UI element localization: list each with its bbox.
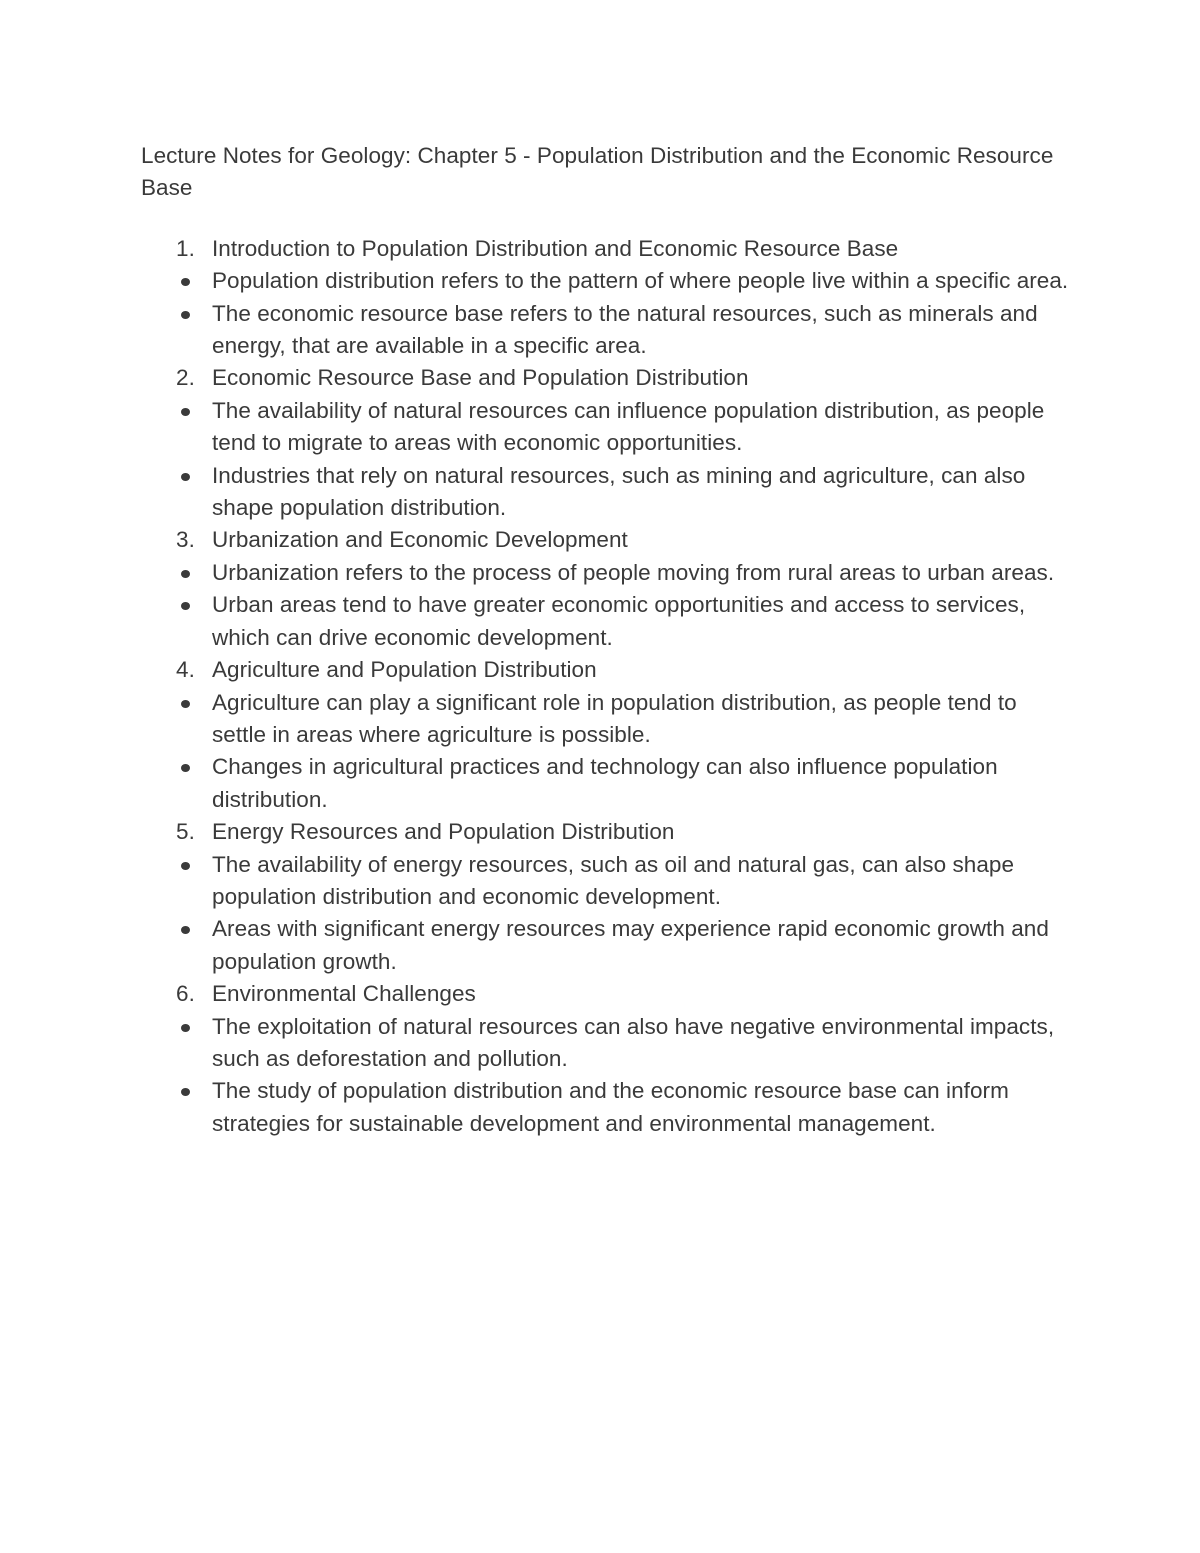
bullet-item xyxy=(141,1075,1071,1140)
bullet-text: Urban areas tend to have greater economic opportunities and access to services, which can drive economic development. xyxy=(212,592,1026,650)
section-heading xyxy=(141,362,1071,394)
bullet-text: The availability of energy resources, such as oil and natural gas, can also shape population distribution and economic development. xyxy=(212,851,1015,909)
section-heading-text: Agriculture and Population Distribution xyxy=(212,657,597,683)
bullet-text: The availability of natural resources can influence population distribution, as people tend to migrate to areas with economic opportunities. xyxy=(212,397,1045,456)
section-number: 1. xyxy=(176,235,195,261)
bullet-text: The exploitation of natural resources can also have negative environmental impacts, such as deforestation and pollution. xyxy=(212,1013,1055,1071)
document-body xyxy=(141,140,1071,1140)
section-heading xyxy=(141,654,1071,686)
section-heading xyxy=(141,524,1071,556)
bullet-dot-icon xyxy=(181,473,190,481)
bullet-dot-icon xyxy=(181,570,190,578)
bullet-item xyxy=(141,395,1071,460)
document-title: Lecture Notes for Geology: Chapter 5 - Population Distribution and the Economic Resource Base xyxy=(141,143,1054,201)
bullet-item xyxy=(141,687,1071,752)
bullet-dot-icon xyxy=(181,1088,190,1096)
section-number: 4. xyxy=(176,657,195,683)
section-heading-text: Environmental Challenges xyxy=(212,981,476,1007)
bullet-item xyxy=(141,265,1071,297)
section-heading-text: Energy Resources and Population Distribution xyxy=(212,819,675,845)
section-number: 2. xyxy=(176,365,195,391)
bullet-item xyxy=(141,298,1071,363)
section-number: 3. xyxy=(176,527,195,553)
bullet-dot-icon xyxy=(181,926,190,934)
bullet-text: Population distribution refers to the pattern of where people live within a specific area. xyxy=(212,268,1069,294)
bullet-text: The economic resource base refers to the natural resources, such as minerals and energy, that are available in a specific area. xyxy=(212,300,1038,359)
bullet-item xyxy=(141,849,1071,914)
bullet-item xyxy=(141,460,1071,525)
bullet-dot-icon xyxy=(181,700,190,708)
section-number: 5. xyxy=(176,819,195,845)
bullet-item xyxy=(141,751,1071,816)
section-heading-text: Economic Resource Base and Population Distribution xyxy=(212,365,749,391)
bullet-text: The study of population distribution and the economic resource base can inform strategies for sustainable development and environmental management. xyxy=(212,1078,1009,1136)
section-heading xyxy=(141,978,1071,1010)
section-heading-text: Introduction to Population Distribution and Economic Resource Base xyxy=(212,235,899,261)
bullet-text: Agriculture can play a significant role in population distribution, as people tend to settle in areas where agriculture is possible. xyxy=(212,689,1017,747)
bullet-text: Changes in agricultural practices and technology can also influence population distribution. xyxy=(212,754,998,812)
bullet-text: Urbanization refers to the process of people moving from rural areas to urban areas. xyxy=(212,559,1055,585)
section-heading-text: Urbanization and Economic Development xyxy=(212,527,628,553)
bullet-item xyxy=(141,557,1071,589)
outline-list xyxy=(141,233,1071,1140)
bullet-item xyxy=(141,589,1071,654)
section-heading xyxy=(141,233,1071,265)
bullet-dot-icon xyxy=(181,1024,190,1032)
bullet-dot-icon xyxy=(181,862,190,870)
bullet-text: Industries that rely on natural resources, such as mining and agriculture, can also shape population distribution. xyxy=(212,462,1026,521)
bullet-dot-icon xyxy=(181,764,190,772)
section-number: 6. xyxy=(176,981,195,1007)
bullet-dot-icon xyxy=(181,311,190,319)
bullet-dot-icon xyxy=(181,408,190,416)
bullet-item xyxy=(141,913,1071,978)
bullet-text: Areas with significant energy resources may experience rapid economic growth and population growth. xyxy=(212,916,1049,974)
bullet-dot-icon xyxy=(181,602,190,610)
section-heading xyxy=(141,816,1071,848)
bullet-dot-icon xyxy=(181,278,190,286)
bullet-item xyxy=(141,1011,1071,1076)
